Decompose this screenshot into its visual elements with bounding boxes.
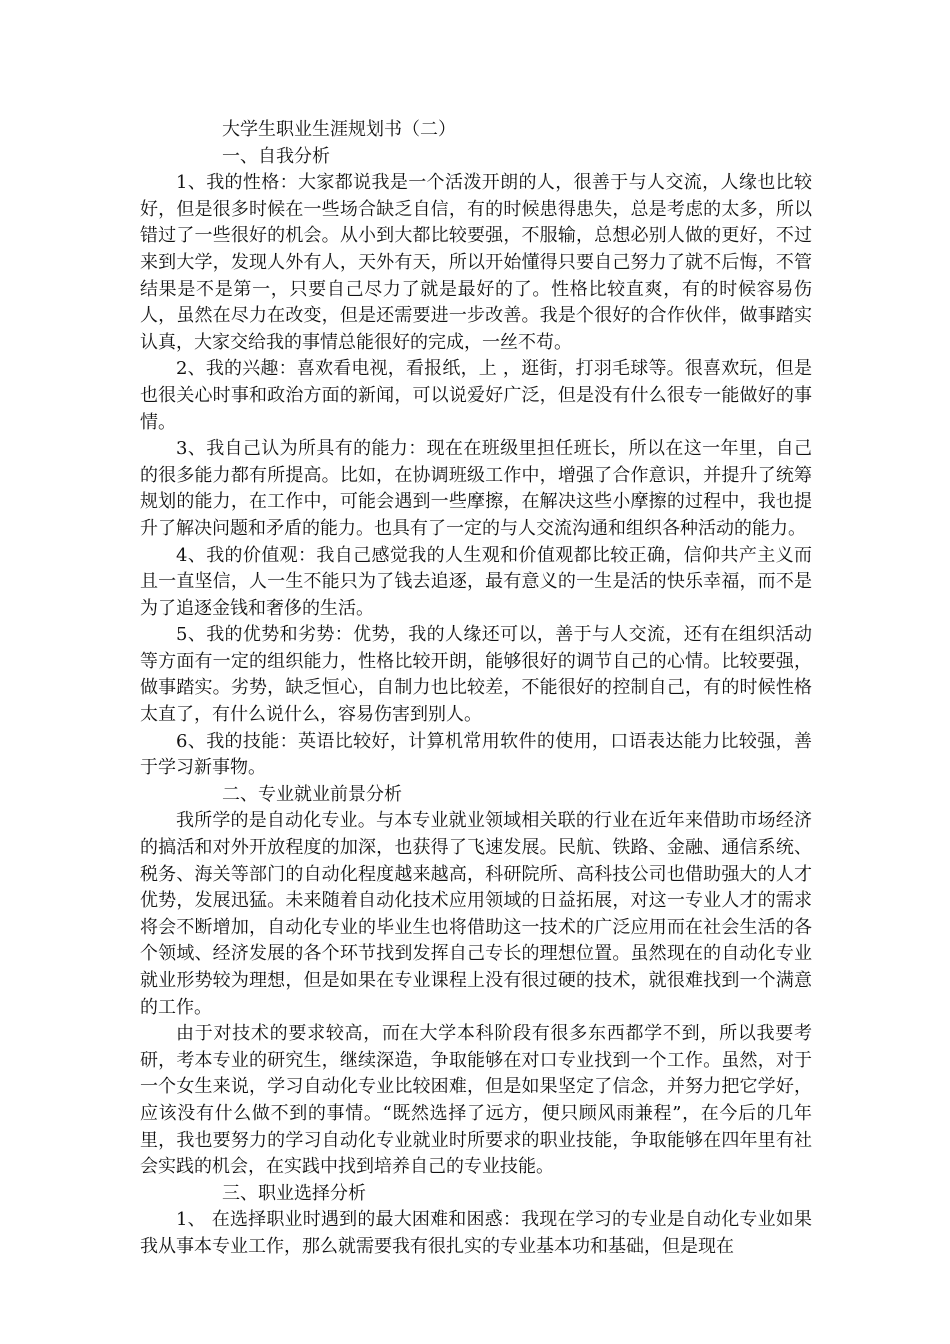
- section-heading-career-choice: 三、职业选择分析: [222, 1182, 366, 1204]
- paragraph-graduate-plans: 由于对技术的要求较高，而在大学本科阶段有很多东西都学不到，所以我要考研，考本专业的研究生，继续深造，争取能够在对口专业找到一个工作。虽然，对于一个女生来说，学习自动化专业比较困难，但是如果坚定了信念，并努力把它学好，应该没有什么做不到的事情。“既然选择了远方，便只顾风雨兼程”，在今后的几年里，我也要努力的学习自动化专业就业时所要求的职业技能，争取能够在四年里有社会实践的机会，在实践中找到培养自己的专业技能。: [140, 1023, 812, 1178]
- document-title: 大学生职业生涯规划书（二）: [222, 119, 456, 140]
- paragraph-career-difficulties: 1、 在选择职业时遇到的最大困难和困惑：我现在学习的专业是自动化专业如果我从事本专业工作，那么就需要我有很扎实的专业基本功和基础，但是现在: [140, 1209, 812, 1257]
- paragraph-strengths-weaknesses: 5、我的优势和劣势：优势，我的人缘还可以，善于与人交流，还有在组织活动等方面有一定的组织能力，性格比较开朗，能够很好的调节自己的心情。比较要强，做事踏实。劣势，缺乏恒心，自制力也比较差，不能很好的控制自己，有的时候性格太直了，有什么说什么，容易伤害到别人。: [140, 624, 812, 726]
- paragraph-abilities: 3、我自己认为所具有的能力：现在在班级里担任班长，所以在这一年里，自己的很多能力都有所提高。比如，在协调班级工作中，增强了合作意识，并提升了统筹规划的能力，在工作中，可能会遇到一些摩擦，在解决这些小摩擦的过程中，我也提升了解决问题和矛盾的能力。也具有了一定的与人交流沟通和组织各种活动的能力。: [140, 438, 812, 539]
- paragraph-skills: 6、我的技能：英语比较好，计算机常用软件的使用，口语表达能力比较强，善于学习新事物。: [140, 730, 812, 779]
- document-body: [140, 117, 812, 1261]
- paragraph-values: 4、我的价值观：我自己感觉我的人生观和价值观都比较正确，信仰共产主义而且一直坚信，人一生不能只为了钱去追逐，最有意义的一生是活的快乐幸福，而不是为了追逐金钱和奢侈的生活。: [140, 544, 812, 619]
- paragraph-personality: 1、我的性格：大家都说我是一个活泼开朗的人，很善于与人交流，人缘也比较好，但是很多时候在一些场合缺乏自信，有的时候患得患失，总是考虑的太多，所以错过了一些很好的机会。从小到大都比较要强，不服输，总想必别人做的更好，不过来到大学，发现人外有人，天外有天，所以开始懂得只要自己努力了就不后悔，不管结果是不是第一，只要自己尽力了就是最好的了。性格比较直爽，有的时候容易伤人，虽然在尽力在改变，但是还需要进一步改善。我是个很好的合作伙伴，做事踏实认真，大家交给我的事情总能很好的完成，一丝不苟。: [140, 172, 812, 353]
- paragraph-major-overview: 我所学的是自动化专业。与本专业就业领域相关联的行业在近年来借助市场经济的搞活和对外开放程度的加深，也获得了飞速发展。民航、铁路、金融、通信系统、税务、海关等部门的自动化程度越来越高，科研院所、高科技公司也借助强大的人才优势，发展迅猛。未来随着自动化技术应用领域的日益拓展，对这一专业人才的需求将会不断增加，自动化专业的毕业生也将借助这一技术的广泛应用而在社会生活的各个领域、经济发展的各个环节找到发挥自己专长的理想位置。虽然现在的自动化专业就业形势较为理想，但是如果在专业课程上没有很过硬的技术，就很难找到一个满意的工作。: [140, 810, 812, 1018]
- section-heading-self-analysis: 一、自我分析: [222, 145, 330, 167]
- section-heading-employment-prospects: 二、专业就业前景分析: [222, 783, 402, 805]
- paragraph-interests: 2、我的兴趣：喜欢看电视，看报纸，上 ，逛街，打羽毛球等。很喜欢玩，但是也很关心时事和政治方面的新闻，可以说爱好广泛，但是没有什么很专一能做好的事情。: [140, 358, 812, 433]
